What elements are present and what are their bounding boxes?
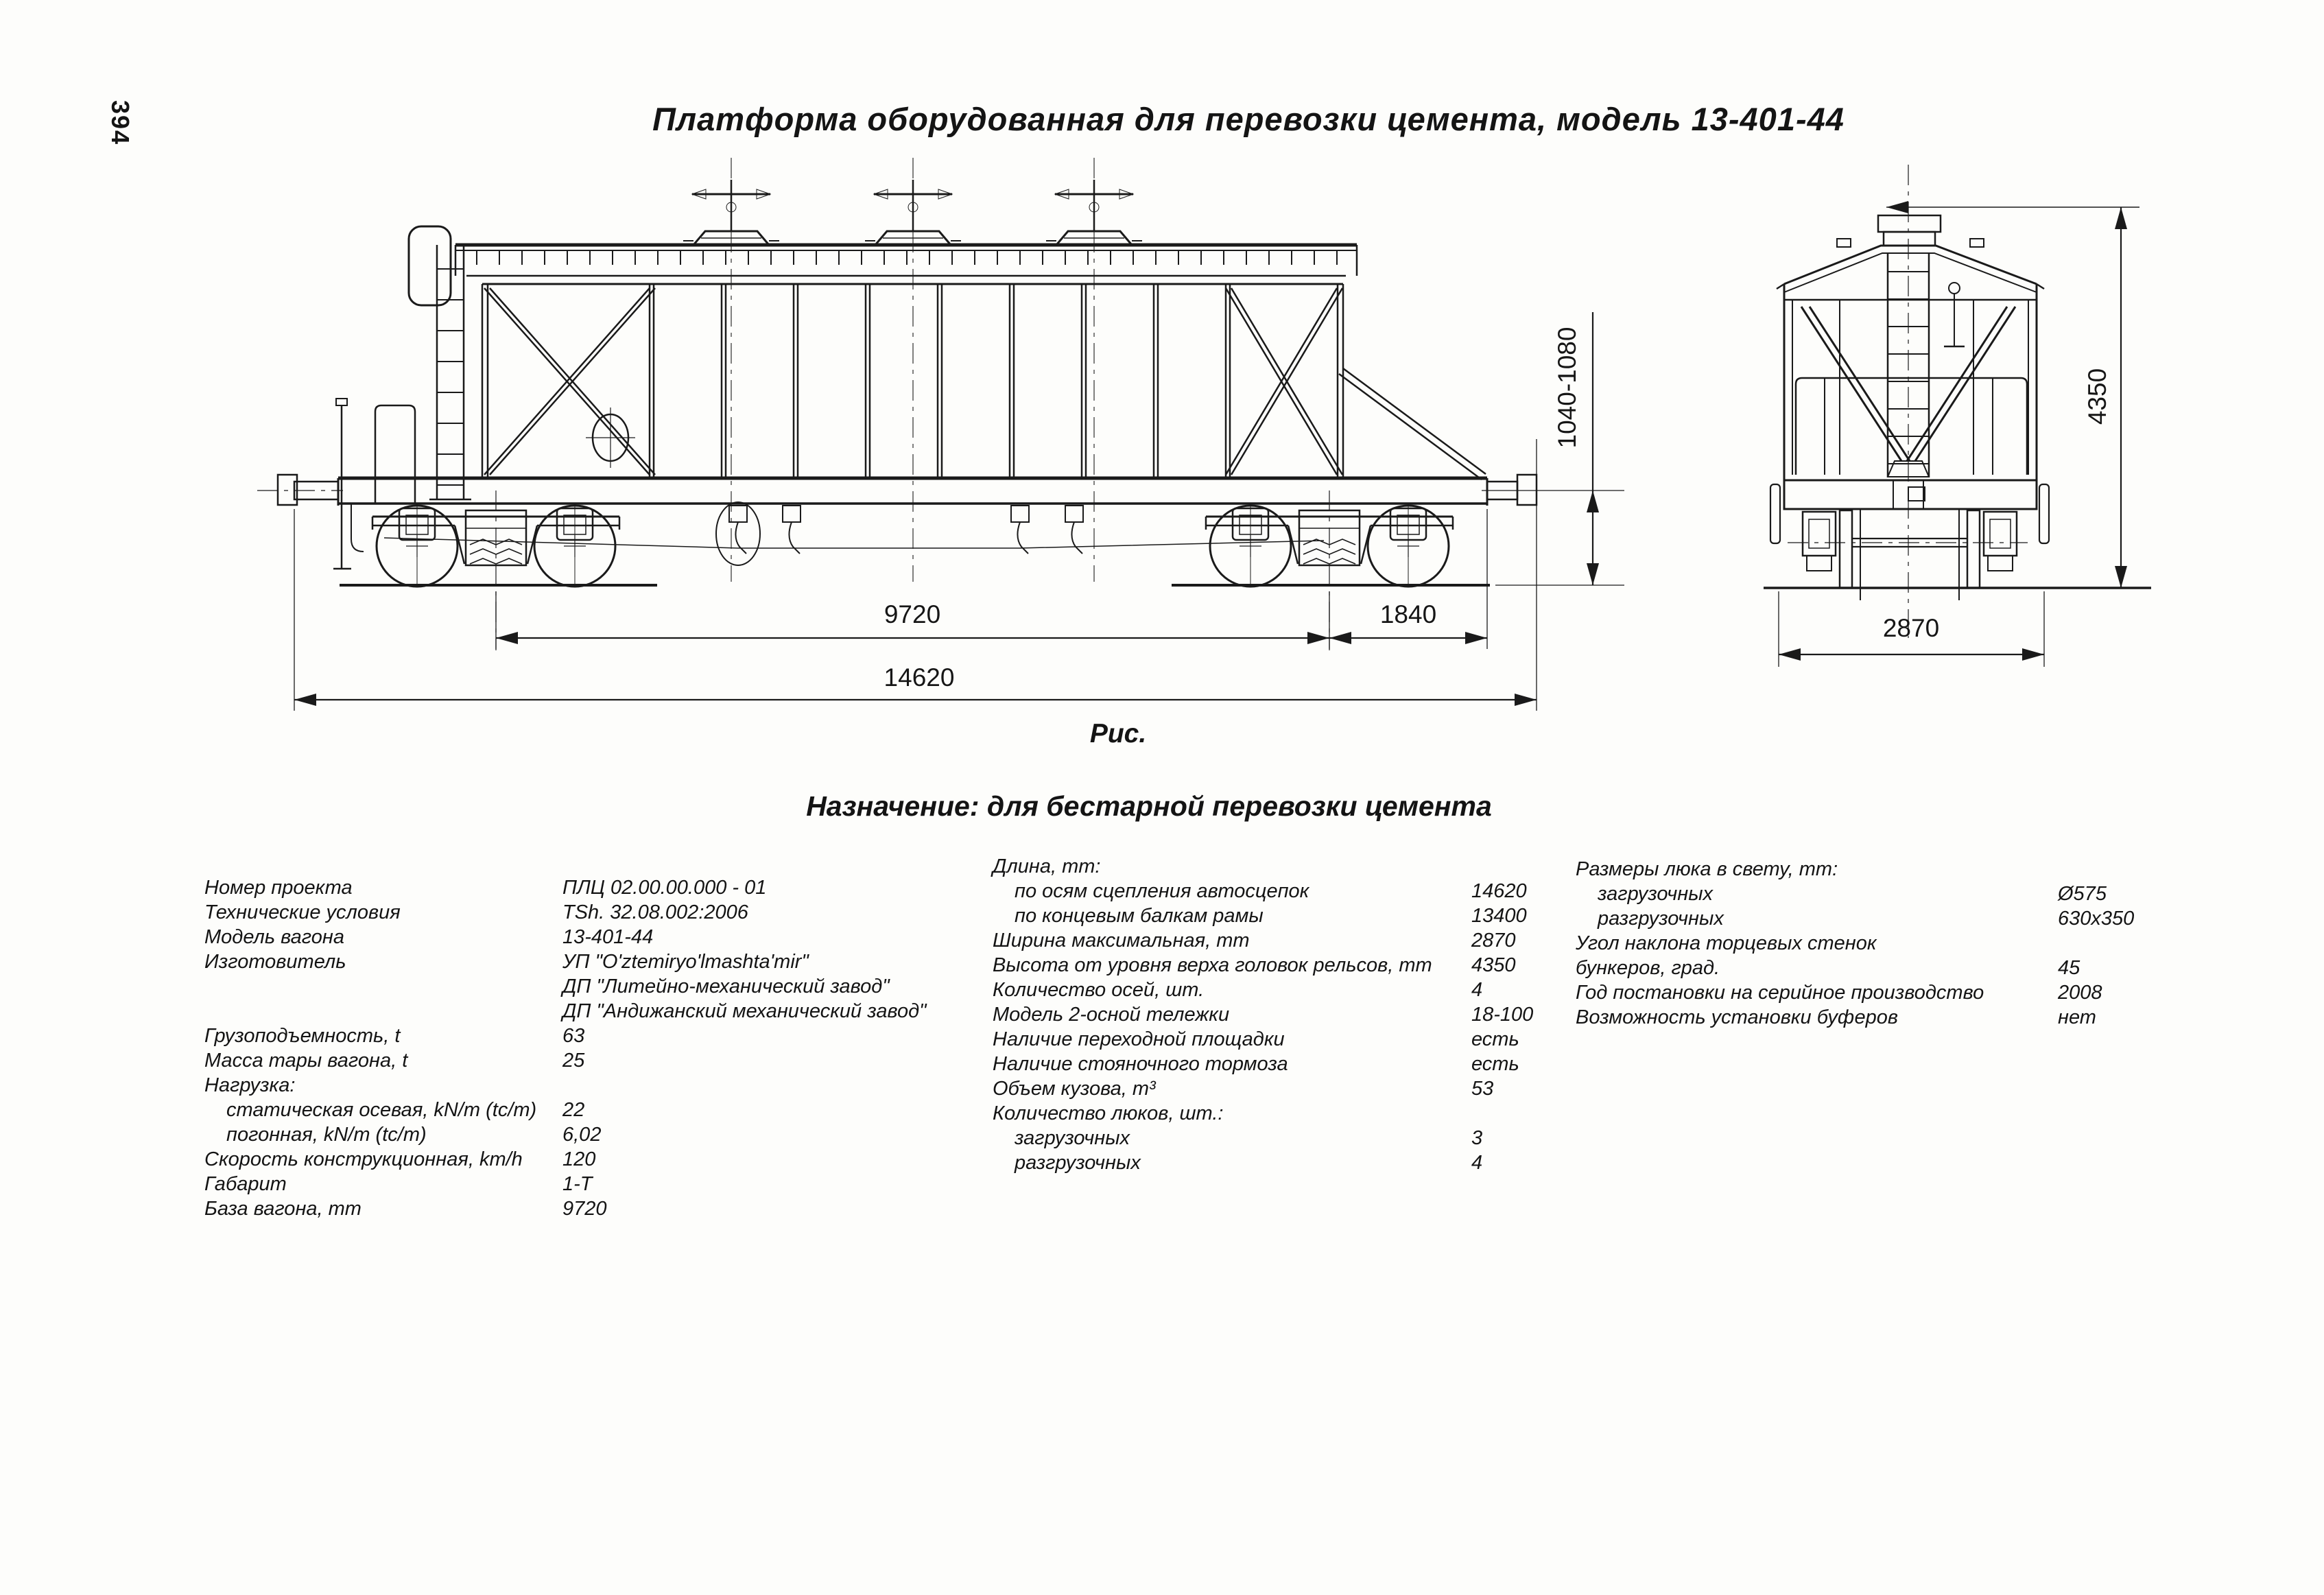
spec-row [204, 925, 986, 949]
spec-label: Размеры люка в свету, mm: [1576, 858, 1838, 880]
spec-row [1576, 956, 2316, 980]
spec-row [1576, 980, 2316, 1005]
detail-ellipse [716, 502, 760, 565]
spec-column-right [1576, 857, 2316, 1030]
spec-label: Масса тары вагона, t [204, 1050, 408, 1072]
spec-value: 1-Т [562, 1173, 593, 1195]
spec-value: нет [2058, 1006, 2096, 1028]
spec-row [993, 1076, 1679, 1101]
page-number: 394 [106, 100, 134, 146]
hatch [865, 158, 961, 582]
spec-value: 18-100 [1471, 1004, 1534, 1026]
dim-width: 2870 [1882, 614, 1940, 642]
spec-value: 14620 [1471, 880, 1527, 902]
spec-label: разгрузочных [1598, 908, 1724, 930]
spec-label: Нагрузка: [204, 1074, 296, 1096]
spec-row [204, 999, 986, 1024]
spec-column-left [204, 875, 986, 1221]
coupler-right [1487, 475, 1537, 505]
spec-row [204, 949, 986, 974]
spec-label: Объем кузова, m³ [993, 1078, 1156, 1100]
spec-value: 53 [1471, 1078, 1494, 1100]
spec-value: 630x350 [2058, 908, 2135, 930]
spec-row [1576, 857, 2316, 882]
spec-value: 13-401-44 [562, 926, 654, 948]
spec-label: Технические условия [204, 901, 401, 923]
spec-value: есть [1471, 1028, 1519, 1050]
spec-value: 22 [562, 1099, 585, 1121]
spec-row [204, 1098, 986, 1122]
roof-ticks [477, 250, 1337, 265]
spec-value: TSh. 32.08.002:2006 [562, 901, 748, 923]
spec-value: 3 [1471, 1127, 1483, 1149]
spec-row [993, 1027, 1679, 1052]
spec-row [204, 1073, 986, 1098]
spec-row [204, 900, 986, 925]
hatch [1046, 158, 1142, 582]
body-detail-circle [586, 407, 635, 468]
brake-post [333, 399, 351, 569]
spec-row [204, 1196, 986, 1221]
spec-label: Скорость конструкционная, km/h [204, 1148, 523, 1170]
spec-row [993, 1052, 1679, 1076]
spec-value: 4 [1471, 979, 1483, 1001]
spec-value: 2008 [2058, 982, 2102, 1004]
spec-value: 4 [1471, 1152, 1483, 1174]
spec-row [1576, 906, 2316, 931]
end-braces [484, 288, 1486, 480]
side-dimensions [294, 312, 1624, 711]
spec-value: ДП "Андижанский механический завод" [562, 1000, 927, 1022]
spec-value: 4350 [1471, 954, 1516, 976]
spec-row [1576, 1005, 2316, 1030]
spec-value: есть [1471, 1053, 1519, 1075]
coupler-left [278, 475, 338, 505]
spec-label: загрузочных [1015, 1127, 1130, 1149]
spec-label: разгрузочных [1015, 1152, 1141, 1174]
spec-value: УП "O'ztemiryo'lmashta'mir" [562, 951, 809, 973]
dim-coupler-height: 1040-1080 [1553, 327, 1581, 449]
spec-label: Возможность установки буферов [1576, 1006, 1898, 1028]
spec-label: Наличие стояночного тормоза [993, 1053, 1288, 1075]
spec-label: по осям сцепления автосцепок [1015, 880, 1309, 902]
spec-label: Угол наклона торцевых стенок [1576, 932, 1877, 954]
spec-row [204, 1172, 986, 1196]
spec-row [204, 1147, 986, 1172]
figure-purpose: Назначение: для бестарной перевозки цемента [806, 790, 1492, 822]
dim-height: 4350 [2083, 368, 2111, 425]
technical-drawing [0, 0, 2324, 796]
spec-label: Габарит [204, 1173, 287, 1195]
dim-bogie-to-end: 1840 [1379, 600, 1437, 628]
spec-row [1576, 931, 2316, 956]
spec-value: 45 [2058, 957, 2080, 979]
spec-row [1576, 882, 2316, 906]
spec-label: Длина, mm: [993, 855, 1101, 877]
spec-label: Номер проекта [204, 877, 353, 899]
spec-label: Высота от уровня верха головок рельсов, mm [993, 954, 1432, 976]
brake-rigging [384, 502, 1324, 565]
spec-label: База вагона, mm [204, 1198, 361, 1220]
end-dimension-arrows [1779, 201, 2127, 661]
spec-label: Модель 2-осной тележки [993, 1004, 1230, 1026]
spec-value: 120 [562, 1148, 596, 1170]
spec-value: Ø575 [2058, 883, 2107, 905]
spec-row [204, 1122, 986, 1147]
spec-row [993, 1150, 1679, 1175]
body-ribs [650, 284, 1230, 478]
spec-row [204, 875, 986, 900]
spec-label: по концевым балкам рамы [1015, 905, 1264, 927]
spec-label: Количество люков, шт.: [993, 1102, 1224, 1124]
spec-label: Наличие переходной площадки [993, 1028, 1285, 1050]
spec-value: ПЛЦ 02.00.00.000 - 01 [562, 877, 767, 899]
spec-label: бункеров, град. [1576, 957, 1720, 979]
spec-row [204, 1048, 986, 1073]
spec-label: погонная, kN/m (tc/m) [226, 1124, 427, 1146]
handrail [375, 405, 415, 504]
spec-label: Грузоподъемность, t [204, 1025, 401, 1047]
loading-hatches [683, 158, 1142, 582]
spec-value: ДП "Литейно-механический завод" [562, 976, 890, 997]
spec-label: Ширина максимальная, mm [993, 930, 1250, 952]
spec-label: Модель вагона [204, 926, 344, 948]
spec-row [204, 1024, 986, 1048]
spec-value: 6,02 [562, 1124, 602, 1146]
spec-value: 25 [562, 1050, 585, 1072]
page-title: Платформа оборудованная для перевозки цемента, модель 13-401-44 [652, 101, 1845, 137]
spec-label: Количество осей, шт. [993, 979, 1205, 1001]
grab-loop [409, 226, 451, 305]
spec-label: Изготовитель [204, 951, 346, 973]
spec-row [204, 974, 986, 999]
dim-wheelbase: 9720 [884, 600, 941, 628]
side-view [257, 158, 1624, 650]
spec-value: 2870 [1471, 930, 1516, 952]
spec-row [993, 1101, 1679, 1126]
spec-value: 63 [562, 1025, 585, 1047]
spec-row [993, 1126, 1679, 1150]
spec-label: Год постановки на серийное производство [1576, 982, 1984, 1004]
spec-label: статическая осевая, kN/m (tc/m) [226, 1099, 537, 1121]
spec-value: 9720 [562, 1198, 607, 1220]
dim-length: 14620 [884, 663, 955, 692]
spec-label: загрузочных [1598, 883, 1714, 905]
figure-caption: Рис. [1089, 719, 1147, 748]
spec-value: 13400 [1471, 905, 1527, 927]
hatch [683, 158, 779, 582]
